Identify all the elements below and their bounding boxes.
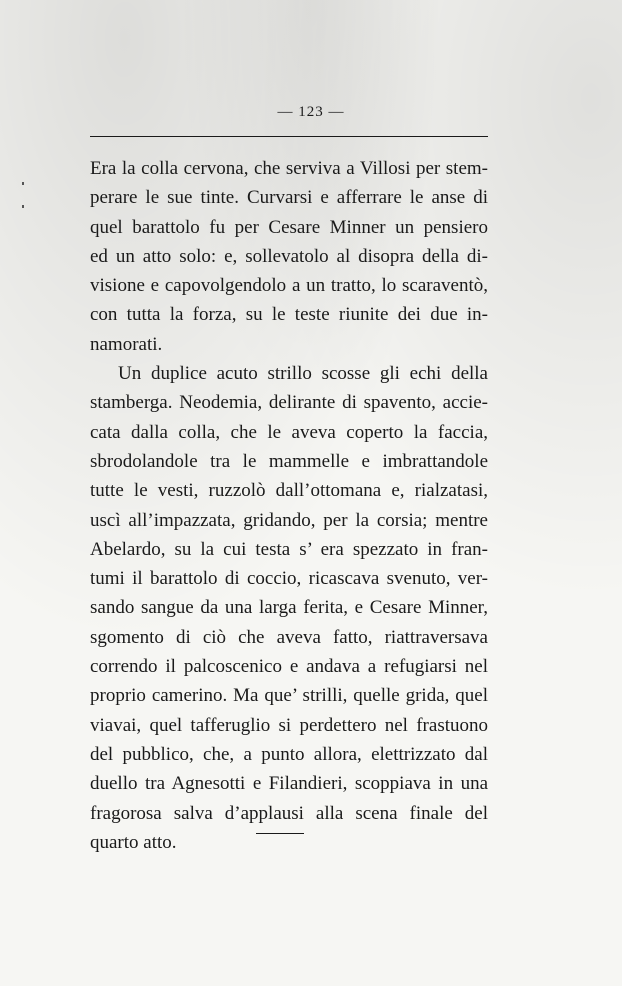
page-number: — 123 — — [277, 104, 345, 120]
text-line: quarto atto. — [90, 831, 177, 853]
text-line: uscì all’impazzata, gridando, per la corsia; mentre — [90, 509, 488, 531]
text-line: sgomento di ciò che aveva fatto, riattraversava — [90, 626, 488, 648]
text-line: correndo il palcoscenico e andava a refugiarsi nel — [90, 656, 488, 678]
text-line: Un duplice acuto strillo scosse gli echi della — [118, 363, 488, 385]
text-line: viavai, quel tafferuglio si perdettero nel frastuono — [90, 714, 488, 736]
paragraph-1 — [90, 154, 488, 359]
text-line: proprio camerino. Ma que’ strilli, quelle grida, quel — [90, 685, 488, 707]
text-line: duello tra Agnesotti e Filandieri, scoppiava in una — [90, 773, 488, 795]
text-line: sando sangue da una larga ferita, e Cesare Minner, — [90, 597, 488, 619]
text-line: fragorosa salva d’applausi alla scena finale del — [90, 802, 488, 824]
header-rule — [90, 136, 488, 137]
text-line: stamberga. Neodemia, delirante di spavento, accie- — [90, 392, 488, 414]
end-rule — [256, 833, 304, 834]
body-text — [90, 154, 488, 857]
margin-speck — [22, 182, 24, 185]
margin-speck — [22, 205, 24, 208]
text-line: cata dalla colla, che le aveva coperto la faccia, — [90, 421, 488, 443]
text-line: namorati. — [90, 333, 163, 355]
text-line: perare le sue tinte. Curvarsi e afferrare le anse di — [90, 187, 488, 209]
text-line: quel barattolo fu per Cesare Minner un pensiero — [90, 216, 488, 238]
text-line: con tutta la forza, su le teste riunite dei due in- — [90, 304, 488, 326]
paragraph-2 — [90, 359, 488, 857]
text-line: tutte le vesti, ruzzolò dall’ottomana e, rialzatasi, — [90, 480, 488, 502]
text-line: ed un atto solo: e, sollevatolo al disopra della di- — [90, 245, 488, 267]
text-line: Era la colla cervona, che serviva a Villosi per stem- — [90, 158, 488, 179]
text-line: del pubblico, che, a punto allora, elettrizzato dal — [90, 743, 488, 765]
text-line: tumi il barattolo di coccio, ricascava svenuto, ver- — [90, 568, 488, 590]
text-line: sbrodolandole tra le mammelle e imbrattandole — [90, 450, 488, 472]
text-line: Abelardo, su la cui testa s’ era spezzato in fran- — [90, 538, 488, 560]
text-line: visione e capovolgendolo a un tratto, lo scaraventò, — [90, 275, 488, 297]
